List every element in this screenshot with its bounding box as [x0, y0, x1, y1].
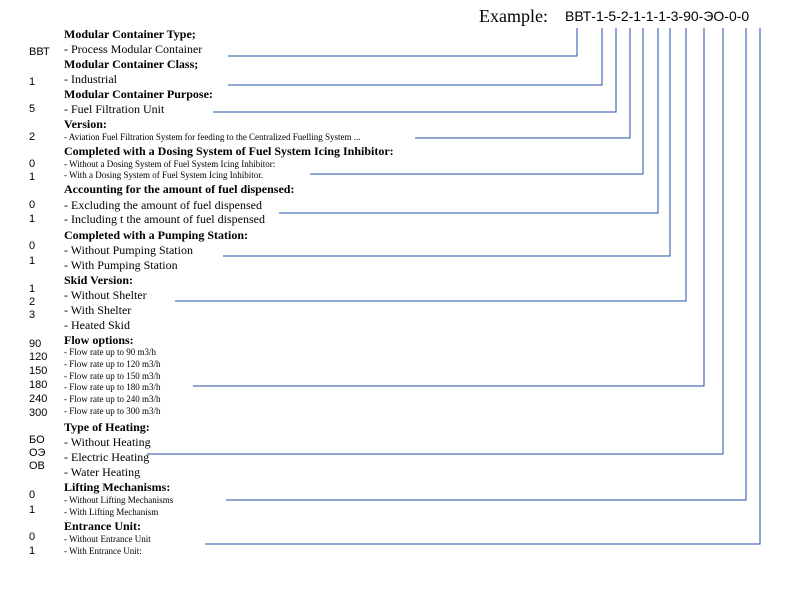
code-entrance-0: 0 [29, 531, 36, 543]
code-heating-ov: ОВ [29, 460, 45, 472]
option-water-heating: - Water Heating [64, 465, 141, 479]
section-title-version: Version: [64, 117, 107, 131]
code-vvt: ВВТ [29, 46, 50, 58]
option-without-lifting: - Without Lifting Mechanisms [64, 495, 174, 505]
option-fuel-filtration-unit: - Fuel Filtration Unit [64, 102, 165, 116]
option-process-modular-container: - Process Modular Container [64, 42, 203, 56]
code-heating-bo: БО [29, 434, 45, 446]
code-skid-3: 3 [29, 309, 36, 321]
code-accounting-0: 0 [29, 199, 36, 211]
connector-container-type [228, 28, 577, 56]
option-with-pumping: - With Pumping Station [64, 258, 178, 272]
code-purpose-5: 5 [29, 103, 36, 115]
code-flow-150: 150 [29, 365, 48, 377]
option-industrial: - Industrial [64, 72, 117, 86]
code-flow-120: 120 [29, 351, 48, 363]
section-title-lifting: Lifting Mechanisms: [64, 480, 171, 494]
section-title-container-class: Modular Container Class; [64, 57, 199, 71]
option-without-entrance: - Without Entrance Unit [64, 534, 151, 544]
code-flow-240: 240 [29, 393, 48, 405]
section-title-pumping-station: Completed with a Pumping Station: [64, 228, 249, 242]
code-pumping-0: 0 [29, 240, 36, 252]
option-flow-300: - Flow rate up to 300 m3/h [64, 406, 161, 416]
option-excluding-amount: - Excluding the amount of fuel dispensed [64, 198, 262, 212]
code-flow-90: 90 [29, 338, 42, 350]
section-title-heating: Type of Heating: [64, 420, 150, 434]
connector-heating [147, 28, 723, 454]
section-title-accounting: Accounting for the amount of fuel dispensed: [64, 182, 295, 196]
code-heating-oe: ОЭ [29, 447, 46, 459]
option-with-lifting: - With Lifting Mechanism [64, 507, 159, 517]
option-flow-90: - Flow rate up to 90 m3/h [64, 347, 156, 357]
code-lifting-1: 1 [29, 504, 36, 516]
section-title-container-type: Modular Container Type; [64, 27, 196, 41]
option-with-entrance: - With Entrance Unit: [64, 546, 142, 556]
connector-version [415, 28, 630, 138]
code-dosing-1: 1 [29, 171, 36, 183]
option-without-heating: - Without Heating [64, 435, 151, 449]
example-label: Example: [479, 6, 548, 26]
code-lifting-0: 0 [29, 489, 36, 501]
code-dosing-0: 0 [29, 158, 36, 170]
code-pumping-1: 1 [29, 255, 36, 267]
option-including-amount: - Including t the amount of fuel dispensed [64, 212, 265, 226]
connector-entrance [205, 28, 760, 544]
connector-lifting [226, 28, 746, 500]
option-flow-120: - Flow rate up to 120 m3/h [64, 359, 161, 369]
connector-container-purpose [213, 28, 616, 112]
option-flow-240: - Flow rate up to 240 m3/h [64, 394, 161, 404]
option-without-dosing: - Without a Dosing System of Fuel System Icing Inhibitor: [64, 159, 276, 169]
option-flow-150: - Flow rate up to 150 m3/h [64, 371, 161, 381]
code-skid-2: 2 [29, 296, 36, 308]
option-with-dosing: - With a Dosing System of Fuel System Icing Inhibitor. [64, 170, 263, 180]
section-title-container-purpose: Modular Container Purpose: [64, 87, 213, 101]
example-code: ВВТ-1-5-2-1-1-1-3-90-ЭО-0-0 [565, 8, 750, 24]
connector-skid [175, 28, 686, 301]
code-entrance-1: 1 [29, 545, 36, 557]
section-title-skid-version: Skid Version: [64, 273, 134, 287]
connector-dosing [310, 28, 643, 174]
section-title-flow-options: Flow options: [64, 333, 134, 347]
option-aviation-fuel-filtration: - Aviation Fuel Filtration System for feeding to the Centralized Fuelling System ... [64, 132, 361, 142]
code-skid-1: 1 [29, 283, 36, 295]
connector-pumping [223, 28, 670, 256]
option-without-pumping: - Without Pumping Station [64, 243, 193, 257]
option-flow-180: - Flow rate up to 180 m3/h [64, 382, 161, 392]
connector-flow [193, 28, 704, 386]
code-flow-300: 300 [29, 407, 48, 419]
section-title-entrance-unit: Entrance Unit: [64, 519, 141, 533]
code-accounting-1: 1 [29, 213, 36, 225]
code-flow-180: 180 [29, 379, 48, 391]
option-with-shelter: - With Shelter [64, 303, 132, 317]
code-version-2: 2 [29, 131, 36, 143]
section-title-dosing-system: Completed with a Dosing System of Fuel System Icing Inhibitor: [64, 144, 394, 158]
option-electric-heating: - Electric Heating [64, 450, 150, 464]
option-heated-skid: - Heated Skid [64, 318, 130, 332]
option-without-shelter: - Without Shelter [64, 288, 147, 302]
code-class-1: 1 [29, 76, 36, 88]
